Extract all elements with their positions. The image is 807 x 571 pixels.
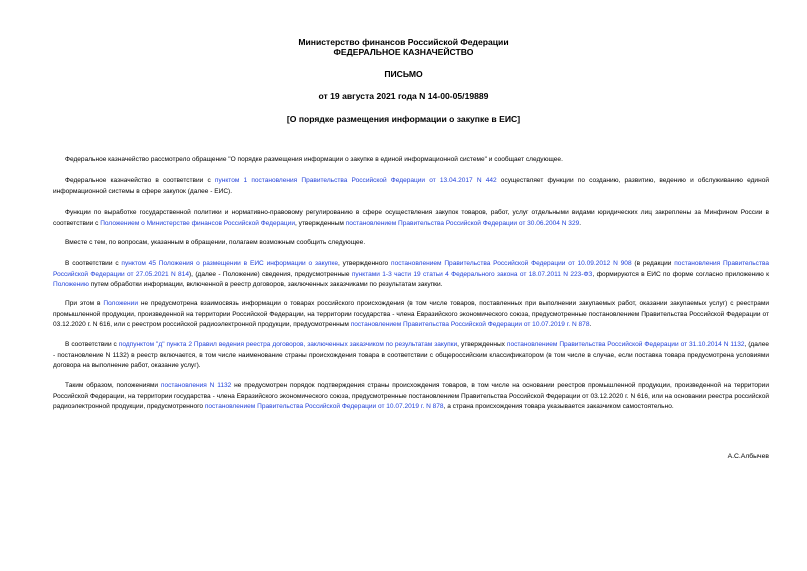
paragraph-7: [53, 340, 769, 372]
paragraph-text: Федеральное казначейство в соответствии с: [65, 177, 215, 184]
paragraph-text: не предусмотрен порядок подтверждения страны происхождения товаров, в том числе на основании реестров промышленной продукции, произведенной на территории Российской Федерации, на территории государства - члена Евразийского экономического союза, предусмотренные постановлением Правительства Российской Федерации от 03.12.2020 г. N 616, или на основании реестра российской радиоэлектронной продукции, предусмотренного: [53, 382, 769, 411]
law-link[interactable]: постановлением Правительства Российской Федерации от 10.07.2019 г. N 878: [350, 321, 590, 329]
paragraph-8: [53, 381, 769, 413]
paragraph-text: , утвержденного: [338, 260, 392, 267]
paragraph-text: , утвержденным: [295, 219, 346, 227]
paragraph-1: [53, 155, 769, 166]
document-date-number: от 19 августа 2021 года N 14-00-05/19889: [318, 91, 489, 101]
law-link[interactable]: постановлением Правительства Российской Федерации от 31.10.2014 N 1132: [506, 341, 745, 348]
law-link[interactable]: постановлением Правительства Российской Федерации от 10.09.2012 N 908: [391, 260, 632, 267]
paragraph-text: В соответствии с: [65, 260, 122, 267]
law-link[interactable]: Положении: [103, 300, 138, 307]
paragraph-text: .: [589, 321, 592, 329]
law-link[interactable]: постановлением Правительства Российской Федерации от 10.07.2019 г. N 878: [204, 403, 444, 411]
law-link[interactable]: пунктами 1-3 части 19 статьи 4 Федерального закона от 18.07.2011 N 223-ФЗ: [351, 270, 593, 278]
paragraph-text: , а страна происхождения товара указывается заказчиком самостоятельно.: [443, 403, 674, 411]
paragraph-text: ), (далее - Положение) сведения, предусмотренные: [188, 270, 352, 278]
paragraph-text: Федеральное казначейство рассмотрело обращение "О порядке размещения информации о закупке в единой информационной системе" и сообщает следующее.: [65, 156, 563, 163]
paragraph-4: [53, 238, 769, 249]
signature: А.С.Албычев: [727, 453, 769, 460]
agency-name: ФЕДЕРАЛЬНОЕ КАЗНАЧЕЙСТВО: [333, 47, 474, 57]
paragraph-text: Функции по выработке государственной политики и нормативно-правовому регулированию в сфере осуществления закупок товаров, работ, услуг отдельными видами юридических лиц закреплены за Минфином России в соответствии с: [53, 209, 769, 227]
law-link[interactable]: Положением о Министерстве финансов Российской Федерации: [100, 219, 295, 227]
paragraph-2: [53, 176, 769, 197]
law-link[interactable]: постановлением Правительства Российской Федерации от 30.06.2004 N 329: [345, 219, 580, 227]
law-link[interactable]: подпунктом "д" пункта 2 Правил ведения реестра договоров, заключенных заказчиком по результатам закупки: [118, 341, 458, 348]
paragraph-text: , (далее - постановление N 1132) в реестр включается, в том числе наименование страны происхождения товара в соответствии с общероссийским классификатором (в том числе в случае, если поставка товара предусмотрена условиями договора на выполнение работ, оказание услуг).: [53, 341, 769, 370]
paragraph-text: путем обработки информации, включенной в реестр договоров, заключенных заказчиками по результатам закупки.: [88, 281, 443, 289]
paragraph-text: (в редакции: [631, 260, 675, 267]
law-link[interactable]: Положению: [53, 281, 89, 289]
document-type: ПИСЬМО: [384, 69, 423, 79]
law-link[interactable]: постановления Правительства Российской Федерации от 27.05.2021 N 814: [53, 260, 769, 278]
paragraph-6: [53, 299, 769, 331]
law-link[interactable]: пунктом 1 постановления Правительства Российской Федерации от 13.04.2017 N 442: [214, 177, 497, 184]
ministry-name: Министерство финансов Российской Федерации: [298, 37, 509, 47]
paragraph-text: Вместе с тем, по вопросам, указанным в обращении, полагаем возможным сообщить следующее.: [65, 239, 366, 246]
paragraph-text: .: [579, 219, 582, 227]
paragraph-text: , формируются в ЕИС по форме согласно приложению к: [592, 270, 769, 278]
paragraph-text: Таким образом, положениями: [65, 382, 161, 389]
paragraph-text: , утвержденных: [457, 341, 507, 348]
paragraph-5: [53, 259, 769, 291]
law-link[interactable]: постановления N 1132: [160, 382, 232, 389]
paragraph-3: [53, 208, 769, 229]
paragraph-text: осуществляет функции по созданию, развитию, ведению и обслуживанию единой информационной системы в сфере закупок (далее - ЕИС).: [53, 177, 769, 195]
law-link[interactable]: пунктом 45 Положения о размещении в ЕИС информации о закупке: [121, 260, 338, 267]
paragraph-text: В соответствии с: [65, 341, 119, 348]
document-subject: [О порядке размещения информации о закупке в ЕИС]: [286, 114, 521, 124]
paragraph-text: не предусмотрена взаимосвязь информации о товарах российского происхождения (в том числе товаров, поставленных при выполнении закупаемых работ, оказании закупаемых услуг) с реестрами промышленной продукции, произведенной на территории Российской Федерации, на территории государства - члена Евразийского экономического союза, предусмотренные постановлением Правительства Российской Федерации от 03.12.2020 г. N 616, или с реестром российской радиоэлектронной продукции, предусмотренным: [53, 300, 769, 329]
paragraph-text: При этом в: [65, 300, 104, 307]
